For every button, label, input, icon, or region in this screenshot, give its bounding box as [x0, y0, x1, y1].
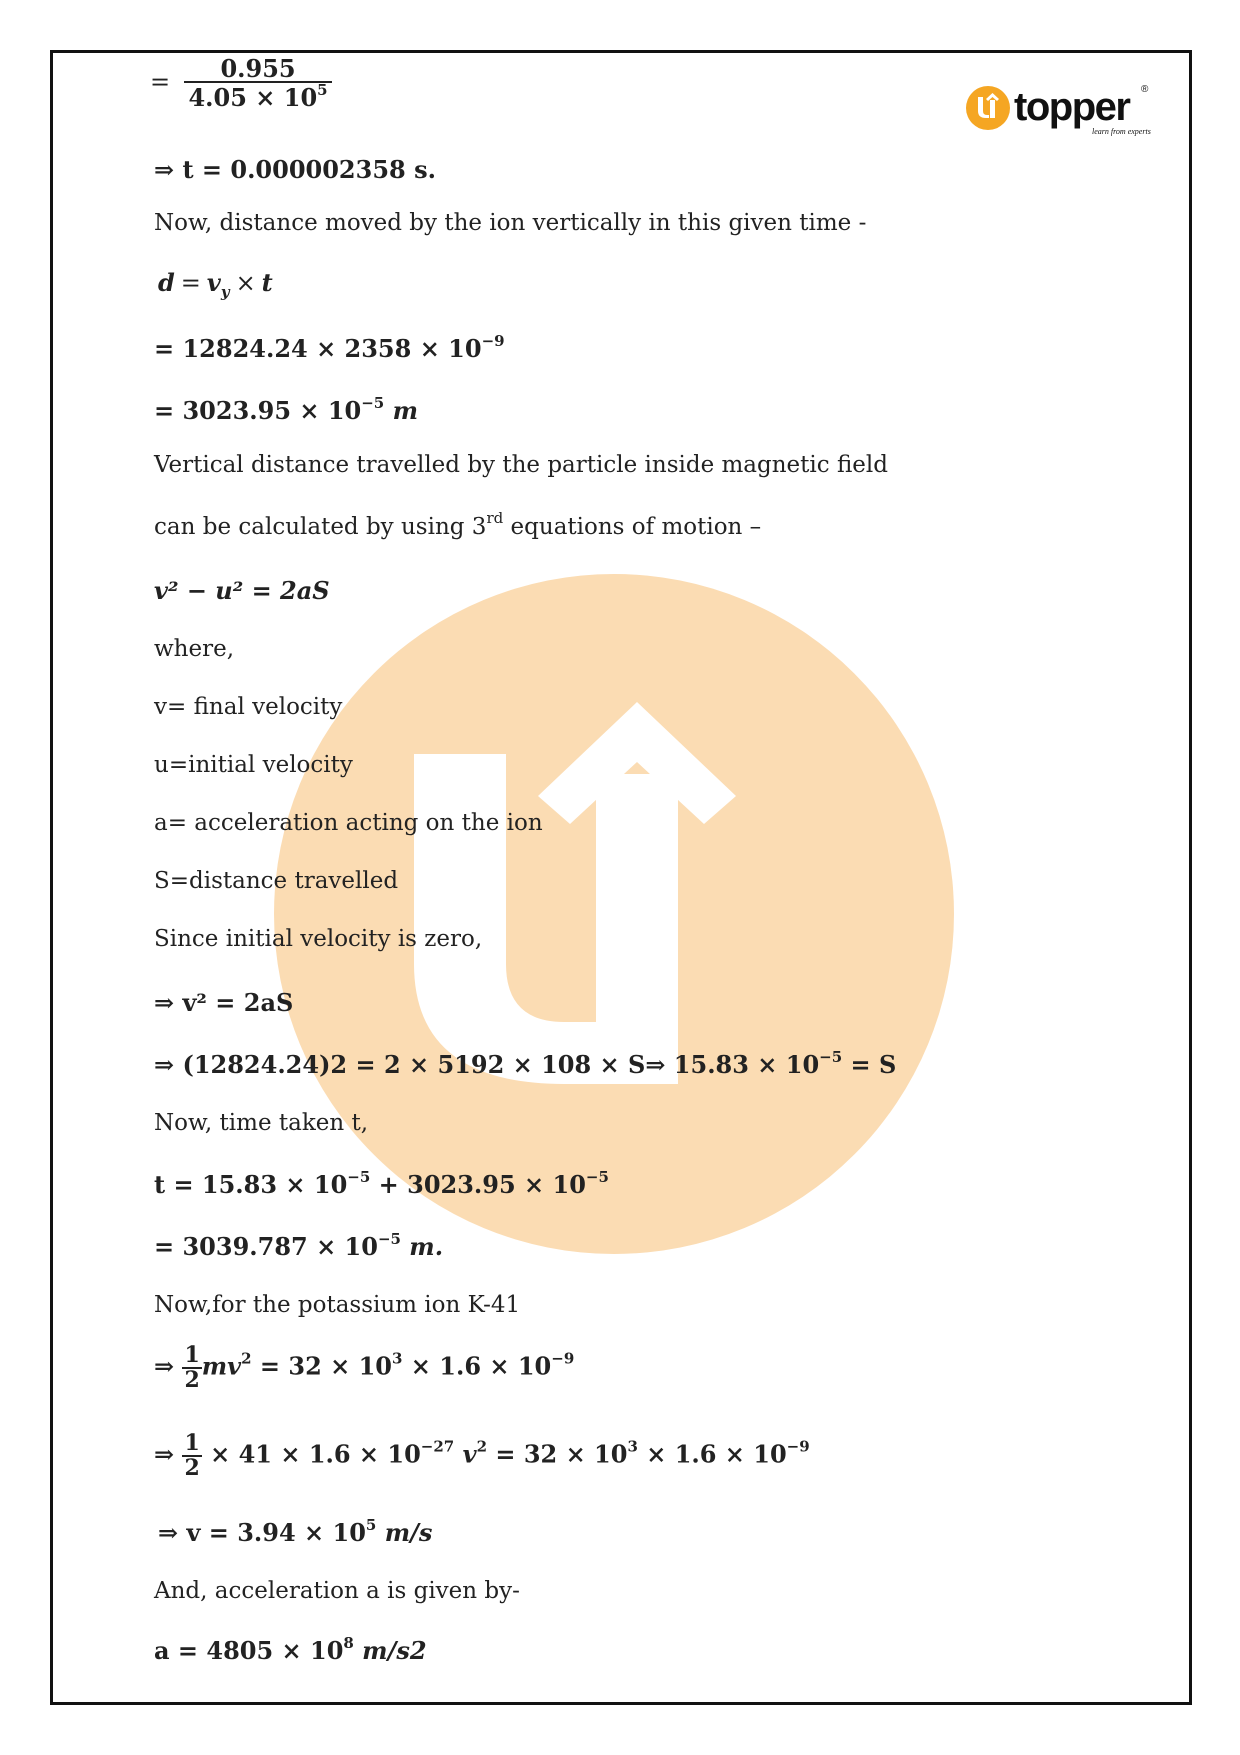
d-calculation-1: = $12824.24 \times 2358 \times 10^{-9}$ — [154, 332, 505, 363]
fraction-numerator: 0.955 — [220, 54, 296, 83]
fraction-denominator: $4.05 \times 10^5$ — [184, 81, 331, 110]
fraction — [184, 54, 331, 113]
paragraph-initial-velocity: Since initial velocity is zero, — [154, 926, 483, 952]
definition-v: v= final velocity — [154, 694, 343, 720]
equation-of-motion: v² − u² = 2aS — [154, 576, 330, 605]
paragraph-acceleration: And, acceleration a is given by- — [154, 1578, 520, 1604]
v-result: ⇒ $v = 3.94 \times 10^5$ m/s — [158, 1516, 433, 1547]
d-calculation-2: = $3023.95 \times 10^{-5}$ m — [154, 394, 419, 425]
brand-trademark: ® — [1141, 84, 1149, 95]
fraction-line: = $\frac{0.955}{4.05 \times 10^5}$ — [150, 56, 332, 110]
paragraph-equations-of-motion: can be calculated by using 3rd equations of motion – — [154, 509, 762, 540]
paragraph-distance-intro: Now, distance moved by the ion vertically in this given time - — [154, 210, 867, 236]
where-label: where, — [154, 636, 235, 662]
definition-a: a= acceleration acting on the ion — [154, 810, 543, 836]
equation-zero-initial: ⇒ v² = 2aS — [154, 988, 294, 1017]
paragraph-potassium: Now,for the potassium ion K-41 — [154, 1292, 521, 1318]
definition-s: S=distance travelled — [154, 868, 399, 894]
equation-substitution: ⇒ (12824.24)2 = 2 × 5192 × 108 × S⇒ $15.83 \times 10^{-5} = S$ — [154, 1048, 897, 1079]
half-fraction: $\frac{1}{2}$ — [184, 1430, 200, 1482]
a-result: $a = 4805 \times 10^8$ m/s2 — [154, 1634, 427, 1665]
paragraph-vertical-distance: Vertical distance travelled by the particle inside magnetic field — [154, 452, 888, 478]
kinetic-energy-equation-2: ⇒ $\frac{1}{2}$ × $41 \times 1.6 \times 10^{-27}$ $v^2 = 32 \times 10^3 \times 1.6 \times 10^{-9}$ — [154, 1430, 810, 1482]
brand-name: topper — [1014, 85, 1130, 129]
t-total: = $3039.787 \times 10^{-5}$ m. — [154, 1230, 444, 1261]
half-fraction: $\frac{1}{2}$ — [184, 1342, 200, 1394]
t-sum: $t = 15.83 \times 10^{-5} + 3023.95 \times 10^{-5}$ — [154, 1168, 609, 1199]
d-formula: $d = v_y \times t$ — [158, 268, 273, 301]
definition-u: u=initial velocity — [154, 752, 353, 778]
brand-tagline: learn from experts — [1092, 127, 1151, 136]
kinetic-energy-equation-1: ⇒ $\frac{1}{2}$ $mv^2 = 32 \times 10^3 \times 1.6 \times 10^{-9}$ — [154, 1342, 575, 1394]
topper-logo-icon — [964, 78, 1164, 150]
paragraph-time-taken: Now, time taken t, — [154, 1110, 369, 1136]
t-result: ⇒ t = 0.000002358 s. — [154, 155, 436, 184]
